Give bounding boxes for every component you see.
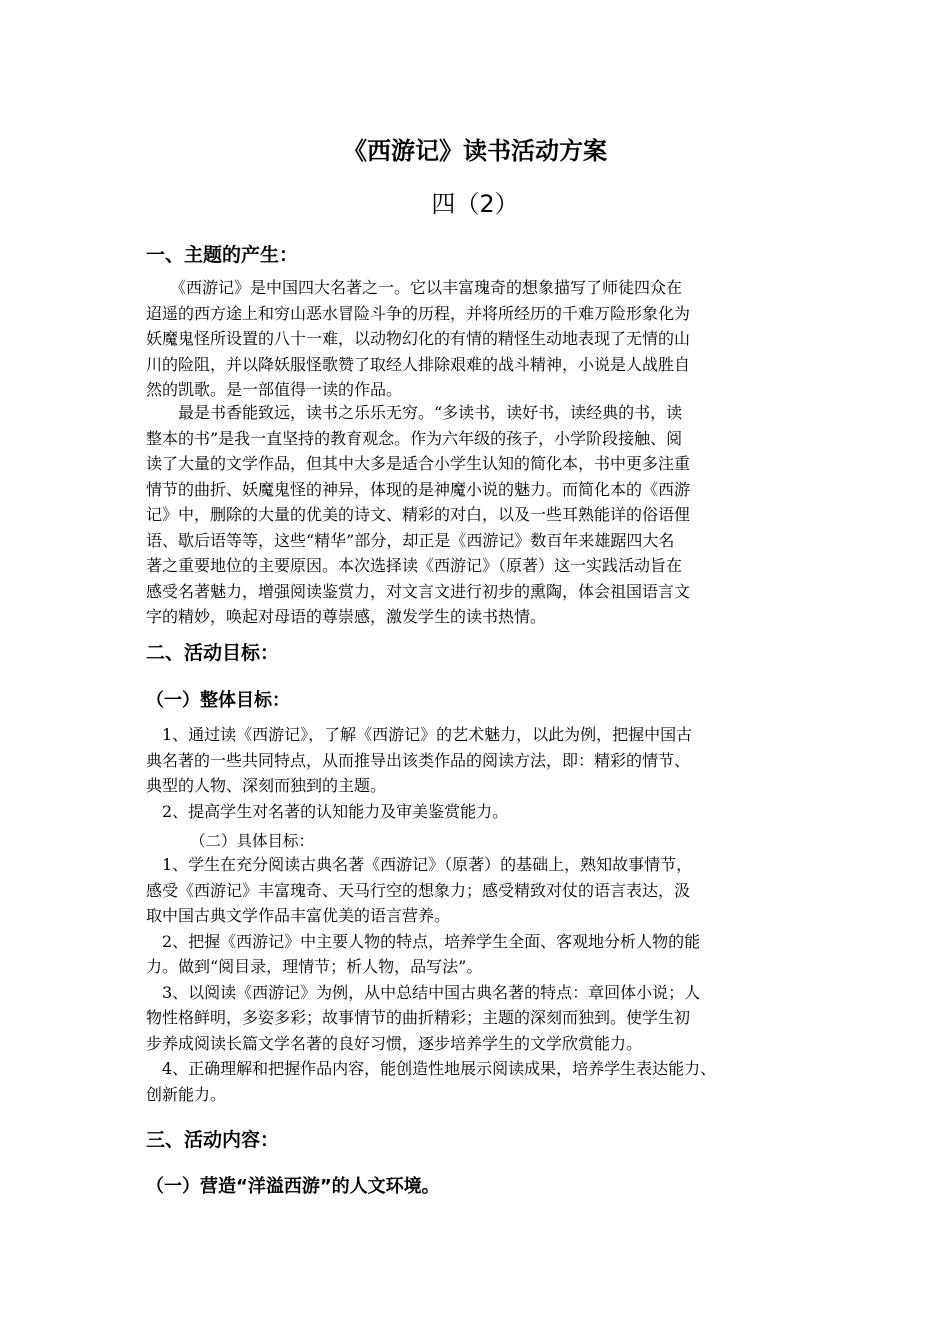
text-line: 1、通过读《西游记》，了解《西游记》的艺术魅力，以此为例，把握中国古: [146, 725, 693, 744]
text-line: 物性格鲜明，多姿多彩；故事情节的曲折精彩；主题的深刻而独到。使学生初: [146, 1008, 691, 1027]
text-line: 典型的人物、深刻而独到的主题。: [146, 776, 387, 795]
text-line: 迢遥的西方途上和穷山恶水冒险斗争的历程，并将所经历的千难万险形象化为: [146, 303, 691, 323]
text-line: 《西游记》是中国四大名著之一。它以丰富瑰奇的想象描写了师徒四众在: [146, 278, 683, 297]
text-line: 字的精妙，唤起对母语的尊崇感，激发学生的读书热情。: [146, 607, 547, 626]
text-line: 著之重要地位的主要原因。本次选择读《西游记》（原著）这一实践活动旨在: [146, 556, 683, 575]
text-line: 妖魔鬼怪所设置的八十一难，以动物幻化的有情的精怪生动地表现了无情的山: [146, 329, 691, 348]
text-line: 3、以阅读《西游记》为例，从中总结中国古典名著的特点：章回体小说；人: [146, 982, 701, 1002]
text-line: 川的险阻，并以降妖服怪歌赞了取经人排除艰难的战斗精神，小说是人战胜自: [146, 354, 691, 374]
text-line: 步养成阅读长篇文学名著的良好习惯，逐步培养学生的文学欣赏能力。: [146, 1033, 643, 1053]
overall-goals-list: [146, 722, 826, 824]
text-line: 情节的曲折、妖魔鬼怪的神异，体现的是神魔小说的魅力。而简化本的《西游: [146, 479, 691, 499]
class-label: 四（2）: [431, 190, 519, 218]
text-line: 感受《西游记》丰富瑰奇、天马行空的想象力；感受精致对仗的语言表达，汲: [146, 880, 691, 900]
paragraph-reading: [146, 400, 826, 630]
subheading-specific-goals: （二）具体目标：: [190, 832, 315, 850]
subheading-environment: （一）营造“洋溢西游”的人文环境。: [146, 1176, 440, 1197]
text-line: 2、提高学生对名著的认知能力及审美鉴赏能力。: [146, 801, 509, 821]
text-line: 整本的书”是我一直坚持的教育观念。作为六年级的孩子，小学阶段接触、阅: [146, 428, 683, 448]
paragraph-intro: [146, 275, 826, 403]
text-line: 2、把握《西游记》中主要人物的特点，培养学生全面、客观地分析人物的能: [146, 931, 701, 951]
text-line: 4、正确理解和把握作品内容，能创造性地展示阅读成果，培养学生表达能力、: [146, 1059, 717, 1078]
text-line: 1、学生在充分阅读古典名著《西游记》（原著）的基础上，熟知故事情节，: [146, 855, 693, 874]
section-heading-1: 一、主题的产生：: [146, 244, 299, 266]
section-heading-2: 二、活动目标：: [146, 642, 280, 664]
specific-goals-list: [146, 852, 826, 1107]
text-line: 创新能力。: [146, 1084, 227, 1104]
text-line: 典名著的一些共同特点，从而推导出该类作品的阅读方法，即：精彩的情节、: [146, 750, 691, 770]
subheading-overall-goals: （一）整体目标：: [146, 690, 290, 711]
text-line: 取中国古典文学作品丰富优美的语言营养。: [146, 906, 451, 925]
section-heading-3: 三、活动内容：: [146, 1129, 280, 1151]
text-line: 记》中，删除的大量的优美的诗文、精彩的对白，以及一些耳熟能详的俗语俚: [146, 505, 691, 524]
text-line: 最是书香能致远，读书之乐乐无穷。“多读书，读好书，读经典的书，读: [146, 403, 683, 422]
text-line: 力。做到“阅目录，理情节；析人物，品写法”。: [146, 957, 483, 976]
text-line: 语、歇后语等等，这些“精华”部分，却正是《西游记》数百年来雄踞四大名: [146, 530, 675, 550]
text-line: 感受名著魅力，增强阅读鉴赏力，对文言文进行初步的熏陶，体会祖国语言文: [146, 581, 691, 601]
text-line: 然的凯歌。是一部值得一读的作品。: [146, 380, 403, 399]
text-line: 读了大量的文学作品，但其中大多是适合小学生认知的简化本，书中更多注重: [146, 454, 691, 473]
document-title: 《西游记》读书活动方案: [343, 137, 607, 165]
